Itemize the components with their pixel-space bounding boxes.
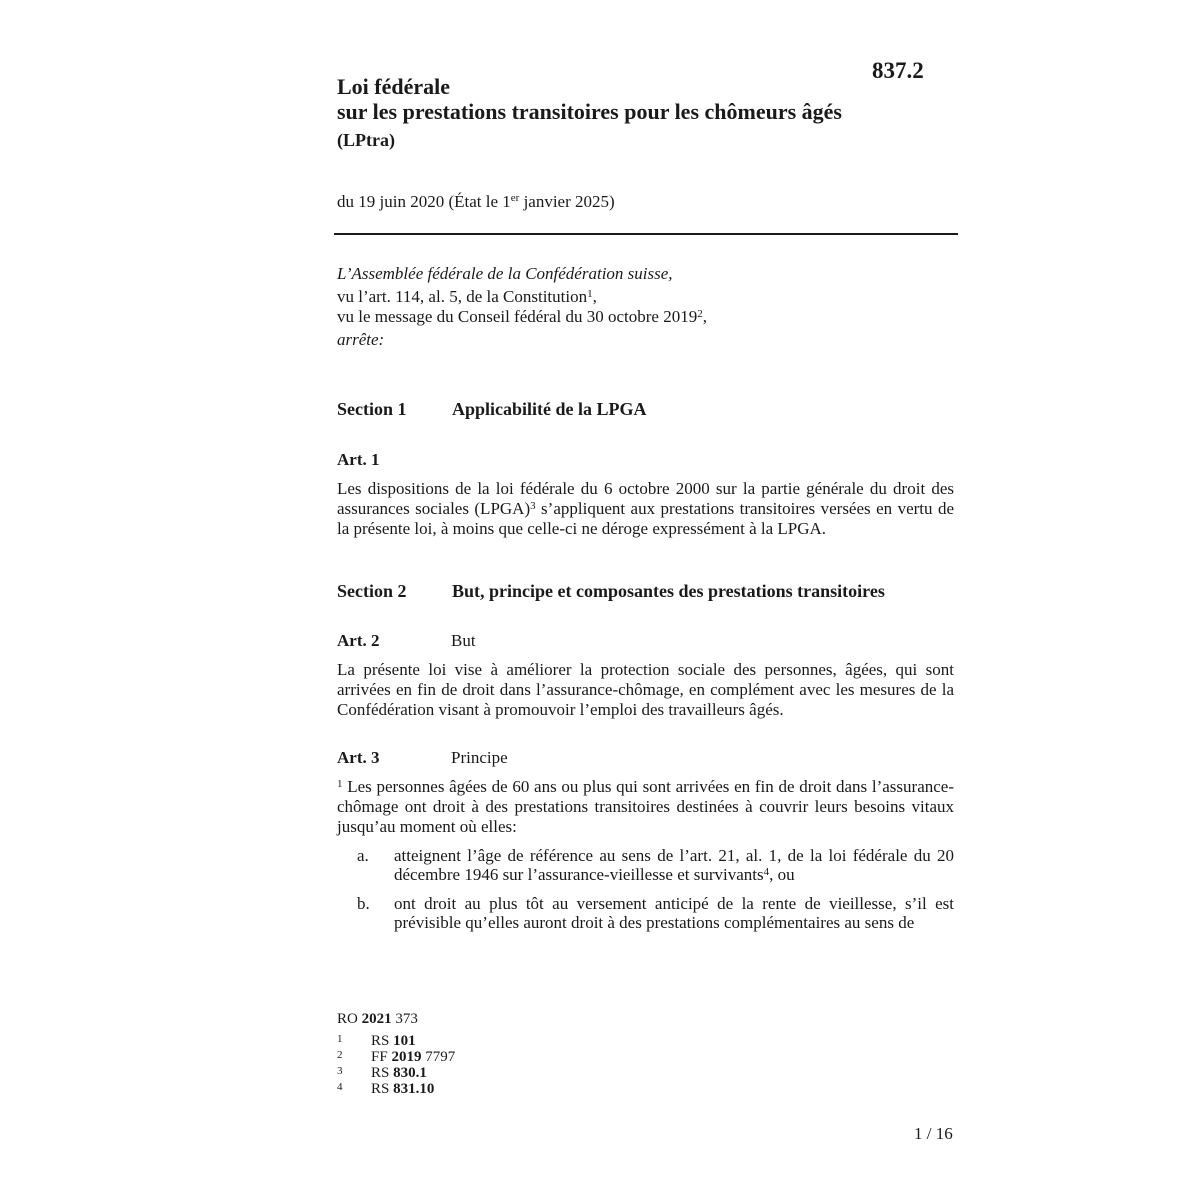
section-2-number: Section 2 (337, 581, 407, 601)
footnote-1: 1 RS 101 (337, 1033, 416, 1049)
footnote-3: 3 RS 830.1 (337, 1065, 427, 1081)
preamble-assembly: L’Assemblée fédérale de la Confédération suisse, (337, 264, 673, 283)
art-3-number: Art. 3 (337, 748, 380, 767)
law-title (337, 74, 842, 124)
list-item-letter: b. (357, 894, 370, 913)
art-3-title: Principe (451, 748, 508, 767)
footnote-4: 4 RS 831.10 (337, 1081, 435, 1097)
art-2-title: But (451, 631, 476, 650)
law-title-line1: Loi fédérale (337, 74, 451, 99)
footnote-ref-2[interactable]: 2 (697, 308, 703, 320)
law-title-line2: sur les prestations transitoires pour les chômeurs âgés (337, 99, 842, 124)
page-number: 1 / 16 (914, 1124, 953, 1143)
preamble-arrete: arrête: (337, 330, 385, 349)
art-3-al-1: $^1$ Les personnes âgées de 60 ans ou plus qui sont arrivées en fin de droit dans l’assurance-chômage ont droit à des prestations transitoires destinées à couvrir leurs besoins vitaux jusqu’au moment où elles: (337, 777, 954, 836)
footnote-2: 2 FF 2019 7797 (337, 1049, 456, 1065)
date-superscript: er (510, 192, 520, 204)
section-1-heading (337, 399, 647, 420)
footnote-ref-1[interactable]: 1 (587, 288, 593, 300)
art-1-text: Les dispositions de la loi fédérale du 6 octobre 2000 sur la partie générale du droit des assurances sociales (LPGA)$^3$ s’appliquent aux prestations transitoires versées en vertu de la présente loi, à moins que celle-ci ne déroge expressément à la LPGA. (337, 479, 954, 538)
alinea-number: 1 (337, 778, 343, 790)
art-2-heading (337, 631, 476, 651)
list-item (357, 846, 954, 884)
art-1-number: Art. 1 (337, 450, 380, 469)
preamble (337, 264, 707, 350)
art-3-heading (337, 748, 508, 768)
date-suffix: janvier 2025) (519, 192, 615, 211)
section-1-title: Applicabilité de la LPGA (452, 399, 647, 419)
law-number: 837.2 (872, 58, 924, 83)
list-item (357, 894, 954, 932)
law-date (337, 192, 615, 212)
art-2-number: Art. 2 (337, 631, 380, 650)
section-1-number: Section 1 (337, 399, 407, 419)
list-item-text: ont droit au plus tôt au versement anticipé de la rente de vieillesse, s’il est prévisible qu’elles auront droit à des prestations complémentaires au sens de (394, 894, 954, 932)
section-2-heading (337, 581, 885, 602)
ro-reference: RO 2021 373 (337, 1011, 418, 1027)
footnote-ref-3[interactable]: 3 (530, 500, 536, 512)
list-item-text: atteignent l’âge de référence au sens de l’art. 21, al. 1, de la loi fédérale du 20 décembre 1946 sur l’assurance-vieillesse et survivants$^4$, ou (394, 846, 954, 884)
art-2-text: La présente loi vise à améliorer la protection sociale des personnes, âgées, qui sont arrivées en fin de droit dans l’assurance-chômage, en complément avec les mesures de la Confédération visant à promouvoir l’emploi des travailleurs âgés. (337, 660, 954, 719)
date-prefix: du 19 juin 2020 (État le 1 (337, 192, 511, 211)
art-1-heading (337, 450, 451, 470)
footnote-ref-4[interactable]: 4 (763, 866, 770, 878)
section-2-title: But, principe et composantes des prestations transitoires (452, 581, 885, 601)
list-item-letter: a. (357, 846, 369, 865)
preamble-vu-constitution: vu l’art. 114, al. 5, de la Constitution$^1$, (337, 287, 597, 306)
law-abbreviation: (LPtra) (337, 130, 395, 150)
preamble-vu-message: vu le message du Conseil fédéral du 30 octobre 2019$^2$, (337, 307, 707, 326)
header-divider (334, 233, 958, 235)
